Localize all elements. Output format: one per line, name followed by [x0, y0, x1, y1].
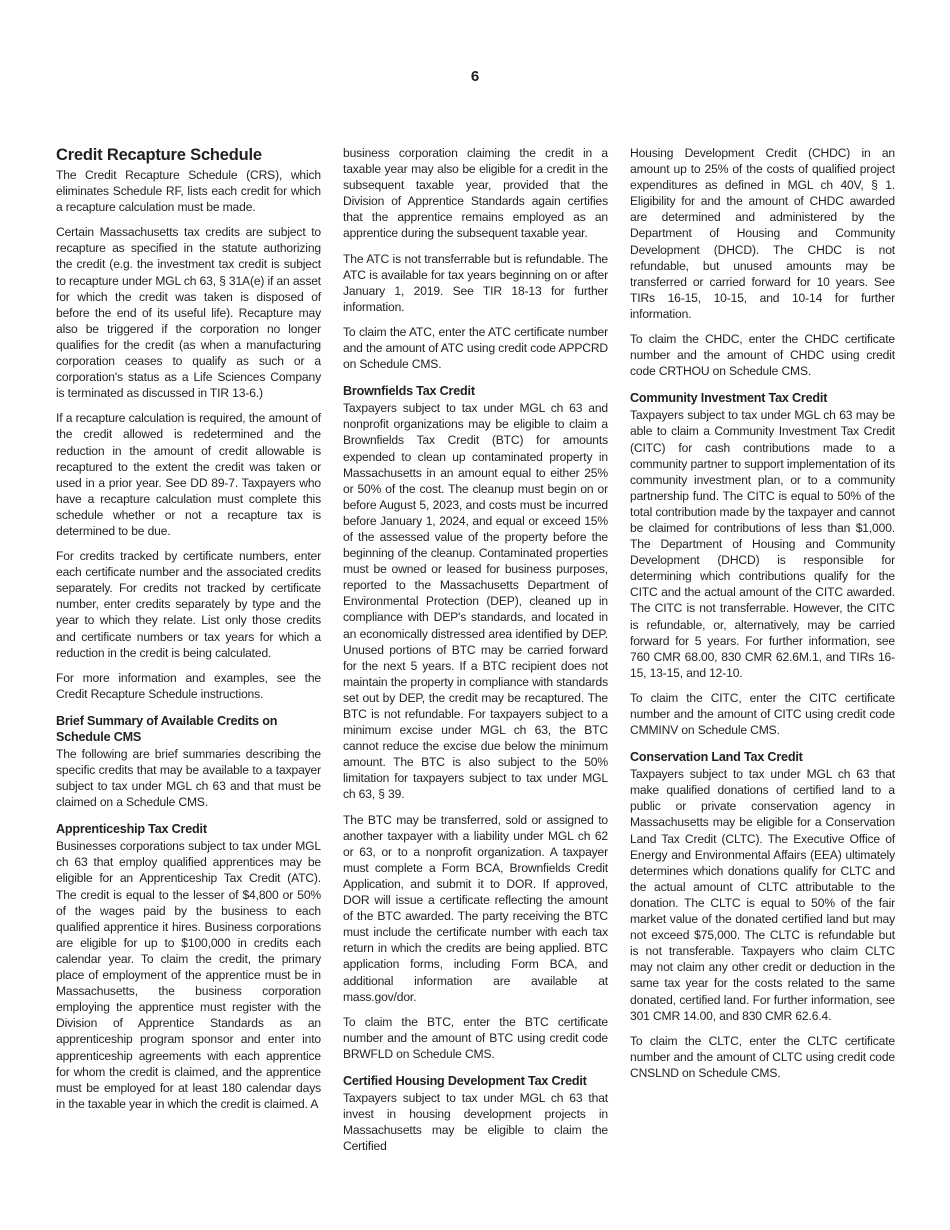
crs-paragraph-1: The Credit Recapture Schedule (CRS), which eliminates Schedule RF, lists each credit for which a recapture calculation must be made.: [56, 168, 321, 215]
atc-paragraph-1-part-1: Businesses corporations subject to tax under MGL ch 63 that employ qualified apprentices may be eligible for an Apprenticeship Tax Credit (ATC). The credit is equal to the lesser of $4,800 or 50% of the wages paid by the business to each qualified apprentice it hires. Business corporations are eligible for up to $100,000 in credits each calendar year. To claim the credit, the primary place of employment of the apprentice must be in Massachusetts, the business corporation employing the apprentice must register with the Division of Apprentice Standards as an apprenticeship program sponsor and enter into apprenticeship agreements with each apprentice for whom the credit is claimed, and the apprentice must be employed for at least 180 calendar days in the taxable year in which the credit is claimed. A: [56, 839, 321, 1111]
column-left: [56, 145, 321, 1121]
conservation-land-tax-credit-heading: Conservation Land Tax Credit: [630, 750, 803, 765]
column-middle: [343, 145, 608, 1163]
summary-paragraph: The following are brief summaries describing the specific credits that may be available to a taxpayer subject to tax under MGL ch 63 and that must be claimed on a Schedule CMS.: [56, 746, 321, 810]
brief-summary-heading: Brief Summary of Available Credits on Schedule CMS: [56, 713, 278, 744]
page-number: 6: [470, 68, 480, 85]
crs-paragraph-3: If a recapture calculation is required, the amount of the credit allowed is redetermined and the reduction in the amount of credit allowable is recaptured to the extent the credit was taken or used in a prior year. See DD 89-7. Taxpayers who have a recapture calculation must complete this schedule whether or not a recapture tax is determined to be due.: [56, 411, 321, 538]
btc-paragraph-1: Taxpayers subject to tax under MGL ch 63 and nonprofit organizations may be eligible to claim a Brownfields Tax Credit (BTC) for amounts expended to clean up contaminated property in Massachusetts in an amount equal to either 25% or 50% of the cost. The cleanup must begin on or before August 5, 2023, and costs must be incurred before January 1, 2024, and equal or exceed 15% of the assessed value of the property before the beginning of the cleanup. Contaminated properties must be owned or leased for business purposes, reported to the Massachusetts Department of Environmental Protection (DEP), cleaned up in compliance with DEP's standards, and located in an economically distressed area identified by DEP. Unused portions of BTC may be carried forward for the next 5 years. If a BTC recipient does not maintain the property in compliance with standards set out by DEP, the credit may be recaptured. The BTC is not refundable. For taxpayers subject to a minimum excise under MGL ch 63, the BTC cannot reduce the excise due below the minimum amount. The BTC is also subject to the 50% limitation for taxpayers subject to tax under MGL ch 63, § 39.: [343, 401, 608, 802]
cltc-paragraph-1: Taxpayers subject to tax under MGL ch 63 that make qualified donations of certified land to a public or private conservation agency in Massachusetts may be eligible for a Conservation Land Tax Credit (CLTC). The Executive Office of Energy and Environmental Affairs (EEA) ultimately determines which donations qualify for CLTC and the actual amount of CLTC attributable to the donation. The CLTC is equal to 50% of the fair market value of the donated certified land but may not exceed $75,000. The CLTC is refundable but is not transferable. Taxpayers who claim CLTC may not claim any other credit or deduction in the same tax year for the costs related to the same donated, certified land. For further information, see 301 CMR 14.00, and 830 CMR 62.6.4.: [630, 767, 895, 1023]
atc-paragraph-3: To claim the ATC, enter the ATC certificate number and the amount of ATC using credit code APPCRD on Schedule CMS.: [343, 324, 608, 372]
brownfields-tax-credit-heading: Brownfields Tax Credit: [343, 384, 475, 399]
crs-paragraph-2: Certain Massachusetts tax credits are subject to recapture as specified in the statute authorizing the credit (e.g. the investment tax credit is subject to recapture under MGL ch 63, § 31A(e) if an asset for which the credit was taken is disposed of before the end of its useful life). Recapture may also be triggered if the corporation no longer qualifies for the credit (as when a manufacturing corporation ceases to qualify as such or a corporation's status as a Life Sciences Company is terminated as discussed in TIR 13-6.): [56, 225, 321, 401]
certified-housing-development-tax-credit-heading: Certified Housing Development Tax Credit: [343, 1073, 587, 1088]
crs-paragraph-5: For more information and examples, see the Credit Recapture Schedule instructions.: [56, 670, 321, 701]
btc-paragraph-3: To claim the BTC, enter the BTC certificate number and the amount of BTC using credit code BRWFLD on Schedule CMS.: [343, 1014, 608, 1061]
cltc-paragraph-2: To claim the CLTC, enter the CLTC certificate number and the amount of CLTC using credit code CNSLND on Schedule CMS.: [630, 1033, 895, 1080]
credit-recapture-schedule-heading: Credit Recapture Schedule: [56, 146, 262, 164]
apprenticeship-tax-credit-heading: Apprenticeship Tax Credit: [56, 822, 207, 837]
column-right: [630, 145, 895, 1090]
crs-paragraph-4: For credits tracked by certificate numbers, enter each certificate number and the associated credits separately. For credits not tracked by certificate number, enter credits separately by type and the year to which they relate. List only those credits and certificate numbers or tax years for which a reduction in the credit is being calculated.: [56, 549, 321, 660]
chdc-paragraph-1-part-2: Housing Development Credit (CHDC) in an amount up to 25% of the costs of qualified project expenditures as defined in MGL ch 40V, § 1. Eligibility for and the amount of CHDC awarded are determined and administered by the Department of Housing and Community Development (DHCD). The CHDC is not refundable, but unused amounts may be transferred or carried forward for 10 years. See TIRs 16-15, 10-15, and 10-14 for further information.: [630, 146, 895, 321]
community-investment-tax-credit-heading: Community Investment Tax Credit: [630, 391, 828, 406]
btc-paragraph-2: The BTC may be transferred, sold or assigned to another taxpayer with a liability under MGL ch 62 or 63, or to a nonprofit organization. A taxpayer must complete a Form BCA, Brownfields Credit Application, and submit it to DOR. If approved, DOR will issue a certificate reflecting the amount of the BTC awarded. The party receiving the BTC must include the certificate number with each tax return in which the credits are being applied. BTC application forms, including Form BCA, and additional information are available at mass.gov/dor.: [343, 812, 608, 1004]
atc-paragraph-1-part-2: business corporation claiming the credit in a taxable year may also be eligible for a credit in the subsequent taxable year, provided that the Division of Apprentice Standards again certifies that the apprentice remains employed as an apprentice during the subsequent taxable year.: [343, 146, 608, 241]
atc-paragraph-2: The ATC is not transferrable but is refundable. The ATC is available for tax years beginning on or after January 1, 2019. See TIR 18-13 for further information.: [343, 251, 608, 314]
citc-paragraph-2: To claim the CITC, enter the CITC certificate number and the amount of CITC using credit code CMMINV on Schedule CMS.: [630, 690, 895, 738]
citc-paragraph-1: Taxpayers subject to tax under MGL ch 63 may be able to claim a Community Investment Tax Credit (CITC) for cash contributions made to a community partner to support implementation of its community investment plan, or to a community partnership fund. The CITC is equal to 50% of the total contribution made by the taxpayer and cannot be claimed for contributions of less than $1,000. The Department of Housing and Community Development (DHCD) is responsible for determining which contributions qualify for the CITC and the actual amount of the CITC awarded. The CITC is not transferrable. However, the CITC is refundable, or, alternatively, may be carried forward for 5 years. For further information, see 760 CMR 68.00, 830 CMR 62.6M.1, and TIRs 16-15, 13-15, and 12-10.: [630, 408, 895, 680]
chdc-paragraph-1-part-1: Taxpayers subject to tax under MGL ch 63 that invest in housing development projects in Massachusetts may be eligible to claim the Certified: [343, 1090, 608, 1154]
chdc-paragraph-2: To claim the CHDC, enter the CHDC certificate number and the amount of CHDC using credit code CRTHOU on Schedule CMS.: [630, 332, 895, 379]
